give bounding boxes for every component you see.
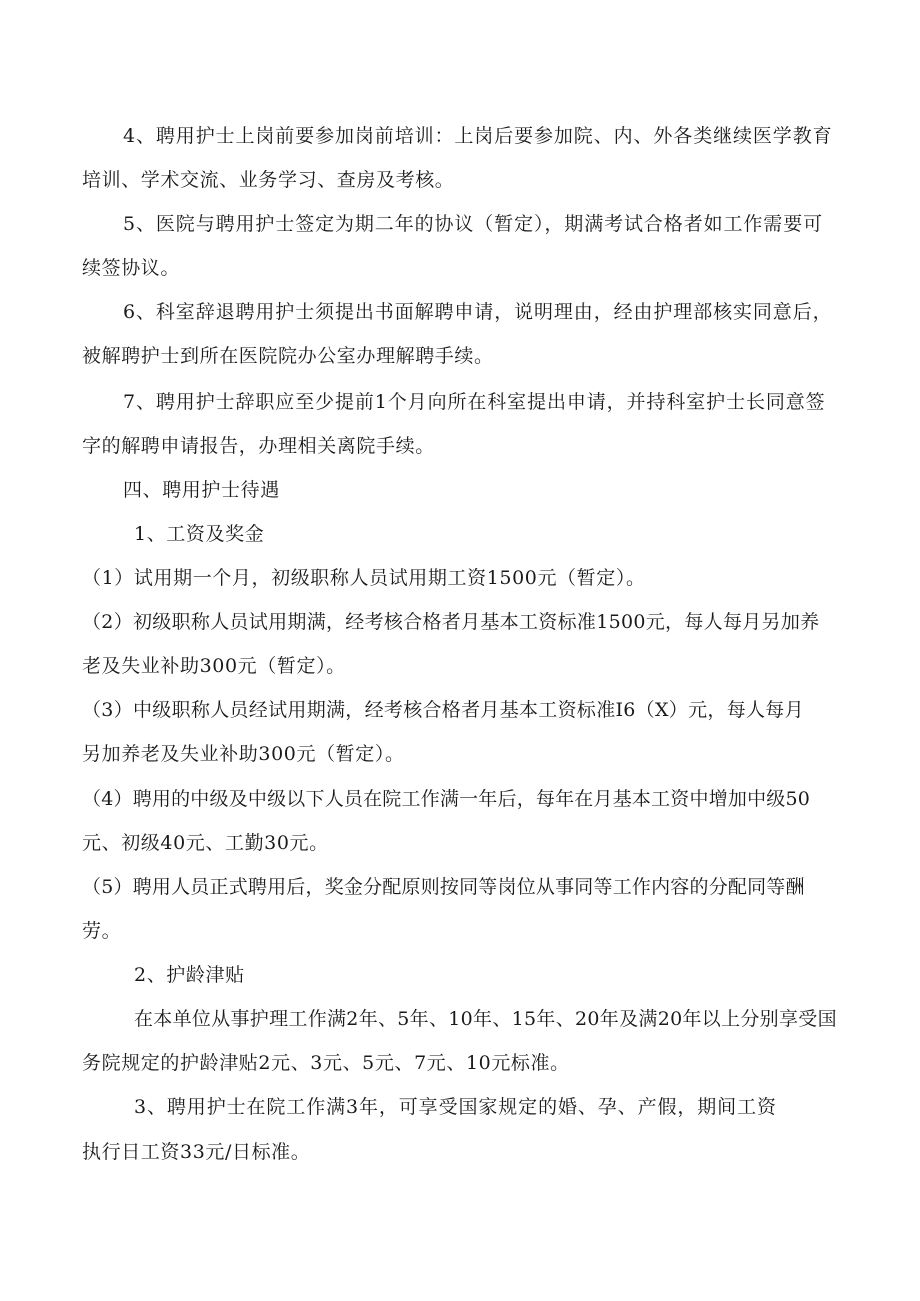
paragraph-line: 在本单位从事护理工作满2年、5年、10年、15年、20年及满20年以上分别享受国 [134,1008,837,1030]
paragraph-line: 6、科室辞退聘用护士须提出书面解聘申请，说明理由，经由护理部核实同意后， [123,301,833,323]
paragraph-line: 务院规定的护龄津贴2元、3元、5元、7元、10元标准。 [82,1052,570,1074]
paragraph-line: 7、聘用护士辞职应至少提前1个月向所在科室提出申请，并持科室护士长同意签 [123,391,826,413]
paragraph-line: （5）聘用人员正式聘用后，奖金分配原则按同等岗位从事同等工作内容的分配同等酬 [82,876,805,898]
paragraph-line: 老及失业补助300元（暂定）。 [82,655,346,677]
paragraph-line: 另加养老及失业补助300元（暂定）。 [82,743,405,765]
paragraph-line: 4、聘用护士上岗前要参加岗前培训：上岗后要参加院、内、外各类继续医学教育 [123,125,833,147]
paragraph-line: （2）初级职称人员试用期满，经考核合格者月基本工资标准1500元，每人每月另加养 [82,611,820,633]
paragraph-line: 元、初级40元、工勤30元。 [82,832,329,854]
paragraph-line: 字的解聘申请报告，办理相关离院手续。 [82,435,435,457]
paragraph-line: 培训、学术交流、业务学习、查房及考核。 [82,169,455,191]
paragraph-line: （4）聘用的中级及中级以下人员在院工作满一年后，每年在月基本工资中增加中级50 [82,788,811,810]
paragraph-line: （3）中级职称人员经试用期满，经考核合格者月基本工资标准I6（X）元，每人每月 [82,699,804,721]
subsection-heading: 1、工资及奖金 [134,523,265,545]
paragraph-line: 劳。 [82,920,122,942]
paragraph-line: （1）试用期一个月，初级职称人员试用期工资1500元（暂定）。 [82,567,646,589]
paragraph-line: 执行日工资33元/日标准。 [82,1141,311,1163]
section-heading: 四、聘用护士待遇 [123,479,280,501]
paragraph-line: 续签协议。 [82,257,181,279]
subsection-heading: 2、护龄津贴 [134,964,245,986]
paragraph-line: 被解聘护士到所在医院院办公室办理解聘手续。 [82,345,494,367]
paragraph-line: 5、医院与聘用护士签定为期二年的协议（暂定），期满考试合格者如工作需要可 [123,213,823,235]
paragraph-line: 3、聘用护士在院工作满3年，可享受国家规定的婚、孕、产假，期间工资 [134,1096,777,1118]
